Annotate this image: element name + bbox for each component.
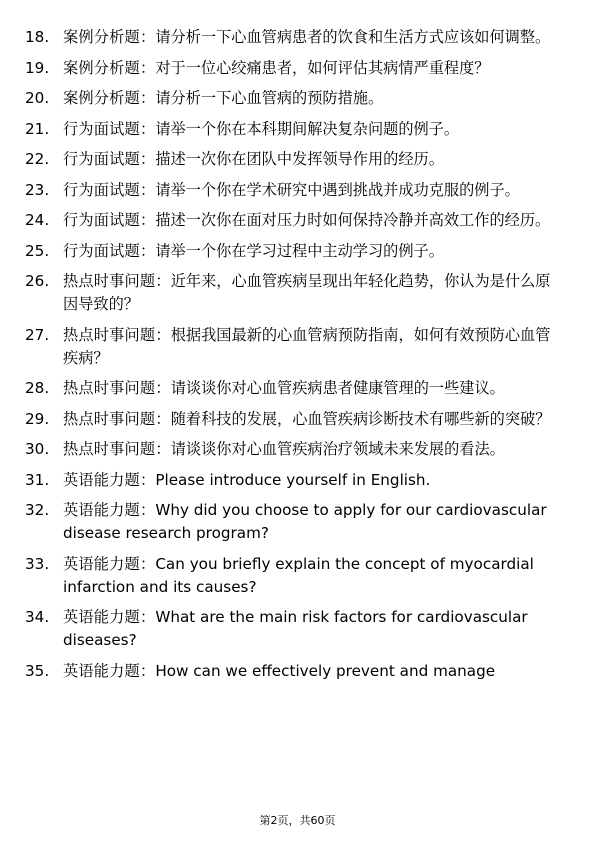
question-number: 30. — [25, 440, 50, 458]
question-separator: ： — [155, 379, 171, 397]
question-text: 请举一个你在本科期间解决复杂问题的例子。 — [155, 119, 460, 138]
question-item — [0, 408, 595, 431]
question-category: 热点时事问题 — [63, 272, 156, 290]
question-number: 31. — [25, 470, 50, 489]
question-item — [0, 148, 595, 171]
question-text: 请谈谈你对心血管疾病患者健康管理的一些建议。 — [170, 379, 505, 397]
question-text: 随着科技的发展，心血管疾病诊断技术有哪些新的突破？ — [170, 409, 551, 428]
question-text: 请分析一下心血管病患者的饮食和生活方式应该如何调整。 — [155, 28, 551, 46]
question-item — [0, 87, 595, 110]
question-category: 行为面试题 — [63, 211, 140, 229]
question-number: 29. — [25, 409, 50, 428]
question-number: 22. — [25, 150, 50, 168]
question-text: Can you briefly explain the concept of myocardial infarction and its causes? — [63, 554, 534, 596]
question-category: 热点时事问题 — [63, 325, 156, 344]
question-item — [0, 553, 595, 599]
question-category: 行为面试题 — [63, 119, 140, 138]
question-number: 19. — [25, 58, 50, 77]
question-text: 描述一次你在面对压力时如何保持冷静并高效工作的经历。 — [155, 211, 551, 229]
question-number: 21. — [25, 119, 50, 138]
question-item — [0, 469, 595, 492]
question-separator: ： — [139, 470, 156, 489]
page-footer — [0, 814, 595, 828]
question-category: 英语能力题 — [63, 470, 140, 489]
question-category: 案例分析题 — [63, 28, 140, 46]
question-separator: ： — [139, 89, 156, 107]
question-number: 26. — [25, 272, 50, 290]
question-item — [0, 438, 595, 461]
question-text: 请举一个你在学习过程中主动学习的例子。 — [155, 241, 444, 260]
question-separator: ： — [139, 211, 156, 229]
question-separator: ： — [139, 28, 156, 46]
question-item — [0, 240, 595, 263]
question-number: 20. — [25, 89, 50, 107]
question-text: Please introduce yourself in English. — [155, 470, 431, 489]
question-number: 28. — [25, 379, 50, 397]
question-item — [0, 660, 595, 683]
question-text: 对于一位心绞痛患者，如何评估其病情严重程度？ — [155, 58, 490, 77]
question-number: 35. — [25, 661, 50, 680]
question-number: 18. — [25, 28, 50, 46]
question-separator: ： — [155, 409, 171, 428]
question-text: What are the main risk factors for cardiovascular diseases? — [63, 608, 528, 649]
question-number: 25. — [25, 241, 50, 260]
question-separator: ： — [139, 180, 156, 199]
question-number: 27. — [25, 325, 50, 344]
question-separator: ： — [139, 608, 156, 626]
question-separator: ： — [139, 119, 156, 138]
question-text: 根据我国最新的心血管病预防指南，如何有效预防心血管疾病？ — [63, 325, 551, 367]
question-separator: ： — [139, 241, 156, 260]
question-category: 热点时事问题 — [63, 440, 156, 458]
question-separator: ： — [139, 661, 156, 680]
question-item — [0, 324, 595, 370]
question-separator: ： — [139, 150, 156, 168]
question-separator: ： — [155, 325, 171, 344]
question-separator: ： — [155, 440, 171, 458]
question-item — [0, 606, 595, 652]
question-number: 24. — [25, 211, 50, 229]
question-category: 热点时事问题 — [63, 409, 156, 428]
question-item — [0, 499, 595, 545]
question-category: 案例分析题 — [63, 89, 140, 107]
question-category: 英语能力题 — [63, 608, 140, 626]
question-category: 案例分析题 — [63, 58, 140, 77]
question-number: 32. — [25, 501, 50, 519]
question-text: How can we effectively prevent and manage — [155, 661, 496, 680]
question-number: 33. — [25, 554, 50, 573]
question-category: 英语能力题 — [63, 501, 140, 519]
question-text: 请举一个你在学术研究中遇到挑战并成功克服的例子。 — [155, 180, 520, 199]
question-category: 行为面试题 — [63, 180, 140, 199]
question-category: 英语能力题 — [63, 661, 140, 680]
page-number-label: 第2页，共60页 — [259, 814, 336, 827]
question-list — [0, 26, 595, 690]
question-separator: ： — [139, 501, 156, 519]
question-item — [0, 209, 595, 232]
question-text: 描述一次你在团队中发挥领导作用的经历。 — [155, 150, 444, 168]
question-category: 行为面试题 — [63, 241, 140, 260]
question-category: 行为面试题 — [63, 150, 140, 168]
question-separator: ： — [155, 272, 171, 290]
question-text: Why did you choose to apply for our cardiovascular disease research program? — [63, 501, 547, 542]
question-number: 34. — [25, 608, 50, 626]
question-number: 23. — [25, 180, 50, 199]
question-item — [0, 26, 595, 49]
question-item — [0, 179, 595, 202]
question-category: 热点时事问题 — [63, 379, 156, 397]
question-text: 请谈谈你对心血管疾病治疗领域未来发展的看法。 — [170, 440, 505, 458]
question-category: 英语能力题 — [63, 554, 140, 573]
question-item — [0, 57, 595, 80]
question-item — [0, 270, 595, 316]
question-text: 请分析一下心血管病的预防措施。 — [155, 89, 384, 107]
question-item — [0, 377, 595, 400]
question-item — [0, 118, 595, 141]
question-text: 近年来，心血管疾病呈现出年轻化趋势，你认为是什么原因导致的？ — [63, 272, 551, 313]
question-separator: ： — [139, 58, 156, 77]
question-separator: ： — [139, 554, 156, 573]
